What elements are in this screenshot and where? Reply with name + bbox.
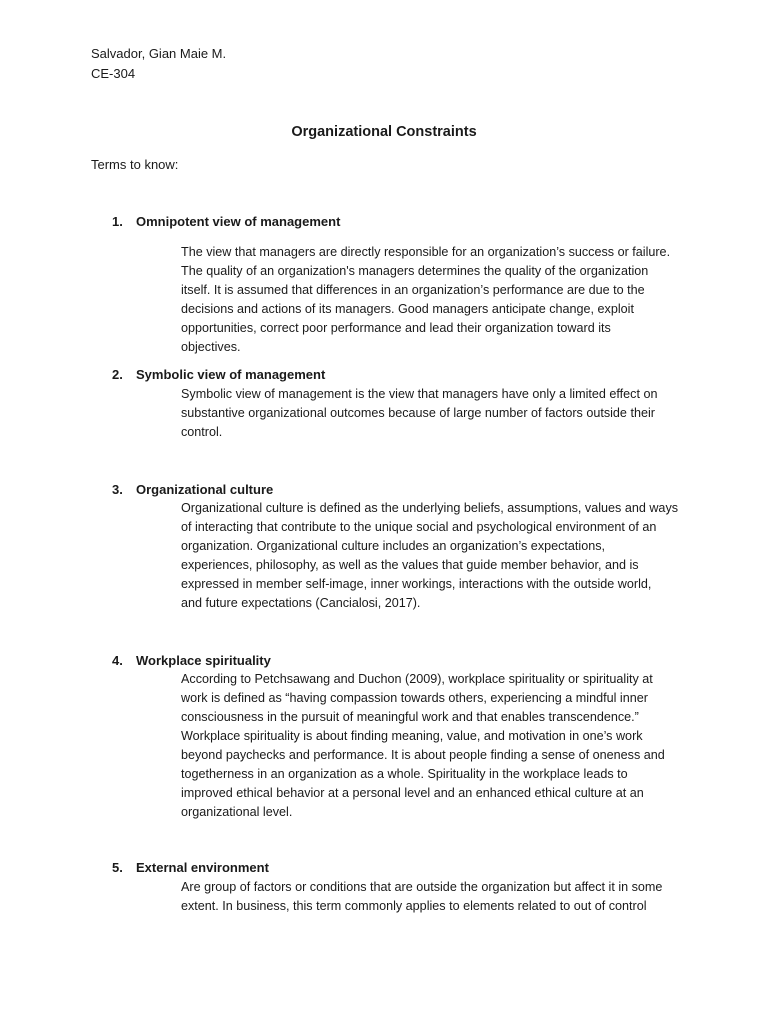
term-number: 4. <box>112 653 123 668</box>
term-definition-1 <box>181 243 670 357</box>
definition-line: Workplace spirituality is about finding meaning, value, and motivation in one’s work <box>181 729 643 743</box>
term-number: 2. <box>112 367 123 382</box>
definition-line: extent. In business, this term commonly applies to elements related to out of control <box>181 899 647 913</box>
term-title: Omnipotent view of management <box>136 214 341 229</box>
definition-line: improved ethical behavior at a personal level and an enhanced ethical culture at an <box>181 786 644 800</box>
definition-line: decisions and actions of its managers. Good managers anticipate change, exploit <box>181 302 634 316</box>
definition-line: itself. It is assumed that differences in an organization’s performance are due to the <box>181 283 645 297</box>
term-heading-5 <box>112 860 269 875</box>
definition-line: and future expectations (Cancialosi, 2017). <box>181 596 421 610</box>
definition-line: expressed in member self-image, inner workings, interactions with the outside world, <box>181 577 652 591</box>
term-heading-1 <box>112 214 340 229</box>
term-definition-4 <box>181 670 665 822</box>
term-title: External environment <box>136 860 269 875</box>
definition-line: beyond paychecks and performance. It is about people finding a sense of oneness and <box>181 748 665 762</box>
term-definition-2 <box>181 385 657 442</box>
definition-line: The quality of an organization's managers determines the quality of the organization <box>181 264 649 278</box>
author-section: CE-304 <box>91 66 136 81</box>
term-number: 1. <box>112 214 123 229</box>
term-number: 5. <box>112 860 123 875</box>
term-title: Organizational culture <box>136 482 274 497</box>
definition-line: According to Petchsawang and Duchon (2009), workplace spirituality or spirituality at <box>181 672 653 686</box>
definition-line: organization. Organizational culture includes an organization’s expectations, <box>181 539 606 553</box>
author-block <box>91 44 226 84</box>
definition-line: consciousness in the pursuit of meaningful work and that enables transcendence.” <box>181 710 639 724</box>
definition-line: Symbolic view of management is the view that managers have only a limited effect on <box>181 387 658 401</box>
document-title: Organizational Constraints <box>291 124 477 140</box>
definition-line: substantive organizational outcomes because of large number of factors outside their <box>181 406 655 420</box>
definition-line: of interacting that contribute to the unique social and psychological environment of an <box>181 520 657 534</box>
author-name: Salvador, Gian Maie M. <box>91 46 227 61</box>
definition-line: togetherness in an organization as a whole. Spirituality in the workplace leads to <box>181 767 628 781</box>
definition-line: Are group of factors or conditions that are outside the organization but affect it in some <box>181 880 663 894</box>
term-title: Workplace spirituality <box>136 653 271 668</box>
definition-line: work is defined as “having compassion towards others, experiencing a mindful inner <box>181 691 648 705</box>
term-number: 3. <box>112 482 123 497</box>
term-definition-5 <box>181 878 662 916</box>
definition-line: control. <box>181 425 223 439</box>
definition-line: experiences, philosophy, as well as the values that guide member behavior, and is <box>181 558 639 572</box>
definition-line: organizational level. <box>181 805 293 819</box>
definition-line: The view that managers are directly responsible for an organization’s success or failure. <box>181 245 671 259</box>
term-heading-3 <box>112 482 273 497</box>
term-title: Symbolic view of management <box>136 367 326 382</box>
definition-line: Organizational culture is defined as the underlying beliefs, assumptions, values and ways <box>181 501 679 515</box>
term-heading-2 <box>112 367 325 382</box>
definition-line: opportunities, correct poor performance and lead their organization toward its <box>181 321 611 335</box>
definition-line: objectives. <box>181 340 241 354</box>
term-definition-3 <box>181 499 678 613</box>
term-heading-4 <box>112 653 271 668</box>
intro-text: Terms to know: <box>91 157 179 172</box>
